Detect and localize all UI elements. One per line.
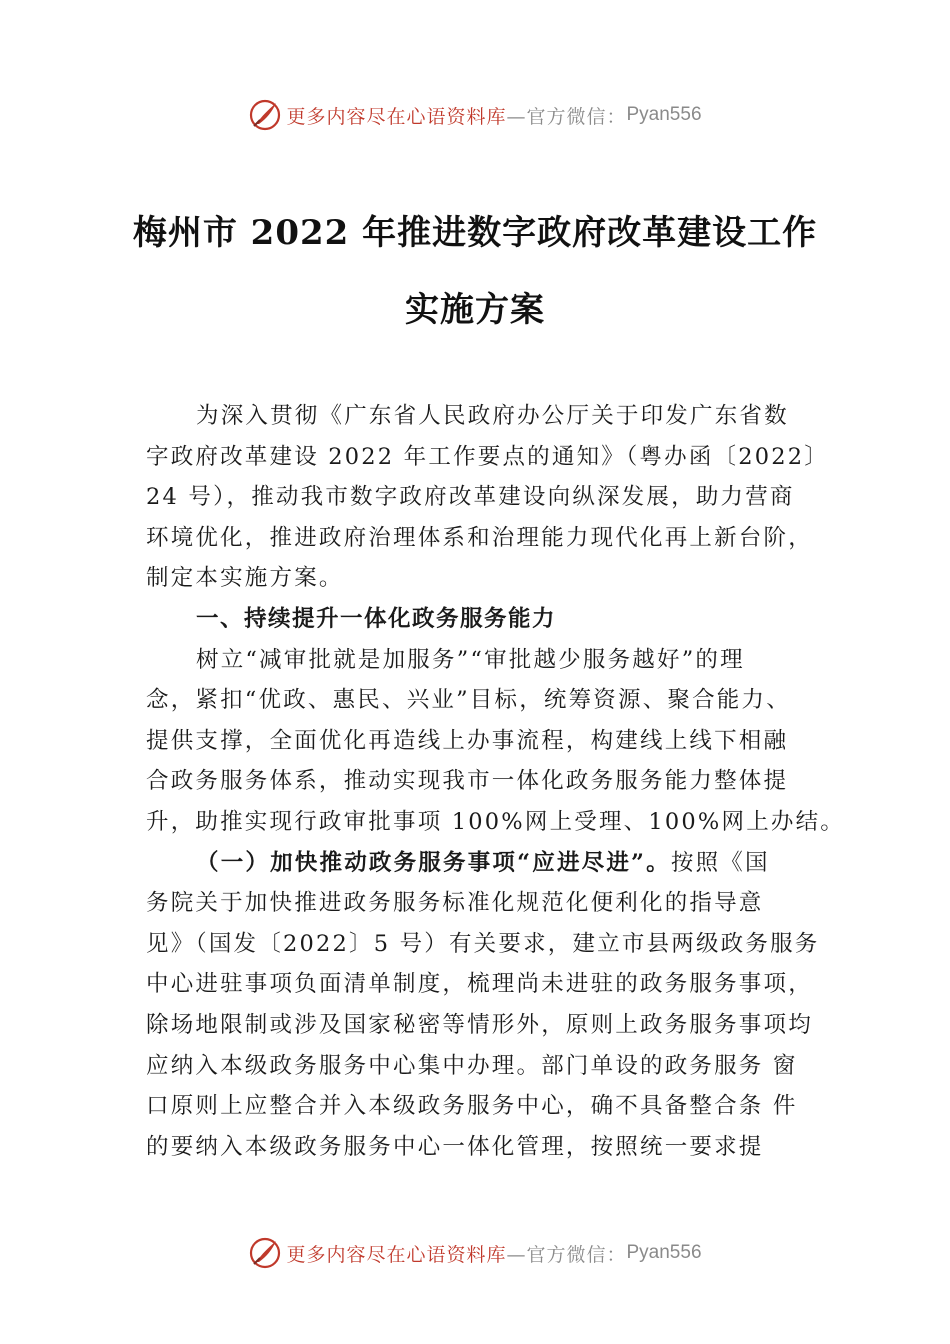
intro-line: 字政府改革建设 2022 年工作要点的通知》（粤办函〔2022〕: [146, 443, 829, 470]
item1-line: 应纳入本级政务服务中心集中办理。部门单设的政务服务 窗: [146, 1052, 798, 1079]
watermark-header: [0, 95, 950, 135]
section1-heading: 一、持续提升一体化政务服务能力: [196, 605, 557, 632]
item1-line: 见》（国发〔2022〕5 号）有关要求，建立市县两级政务服务: [146, 930, 820, 957]
section1-line: 提供支撑，全面优化再造线上办事流程，构建线上线下相融: [146, 727, 789, 754]
document-title-line1: 梅州市 2022 年推进数字政府改革建设工作: [132, 213, 818, 253]
intro-line: 24 号），推动我市数字政府改革建设向纵深发展，助力营商: [146, 484, 795, 511]
item1-line: 除场地限制或涉及国家秘密等情形外，原则上政务服务事项均: [146, 1011, 813, 1038]
watermark-wechat-id: Pyan556: [626, 104, 702, 125]
document-body: [146, 396, 846, 1167]
document-title-line2: 实施方案: [405, 290, 545, 330]
quill-seal-icon: [248, 1236, 282, 1270]
quill-seal-icon: [248, 98, 282, 132]
intro-line: 环境优化，推进政府治理体系和治理能力现代化再上新台阶，: [146, 524, 813, 551]
section1-line: 念，紧扣“优政、惠民、兴业”目标，统筹资源、聚合能力、: [146, 687, 791, 714]
item1-line: 按照《国: [670, 849, 770, 876]
section1-line: 升，助推实现行政审批事项 100%网上受理、100%网上办结。: [146, 808, 846, 835]
watermark-brand: 更多内容尽在心语资料库: [286, 1243, 507, 1266]
item1-first-line: [146, 843, 832, 884]
intro-line: 为深入贯彻《广东省人民政府办公厅关于印发广东省数: [196, 403, 789, 429]
section1-line: 合政务服务体系，推动实现我市一体化政务服务能力整体提: [146, 768, 789, 795]
intro-line: 制定本实施方案。: [146, 565, 344, 592]
item1-line: 的要纳入本级政务服务中心一体化管理，按照统一要求提: [146, 1133, 764, 1160]
watermark-brand: 更多内容尽在心语资料库: [286, 105, 507, 128]
item1-line: 中心进驻事项负面清单制度，梳理尚未进驻的政务服务事项，: [146, 971, 813, 998]
watermark-separator: —官方微信：: [506, 105, 627, 128]
watermark-separator: —官方微信：: [506, 1243, 627, 1266]
watermark-wechat-id: Pyan556: [626, 1242, 702, 1263]
item1-line: 务院关于加快推进政务服务标准化规范化便利化的指导意: [146, 890, 764, 917]
item1-line: 口原则上应整合并入本级政务服务中心，确不具备整合条 件: [146, 1093, 798, 1120]
item1-heading: （一）加快推动政务服务事项“应进尽进”。: [196, 849, 671, 876]
watermark-footer: [0, 1233, 950, 1273]
section1-line: 树立“减审批就是加服务”“审批越少服务越好”的理: [196, 646, 745, 673]
